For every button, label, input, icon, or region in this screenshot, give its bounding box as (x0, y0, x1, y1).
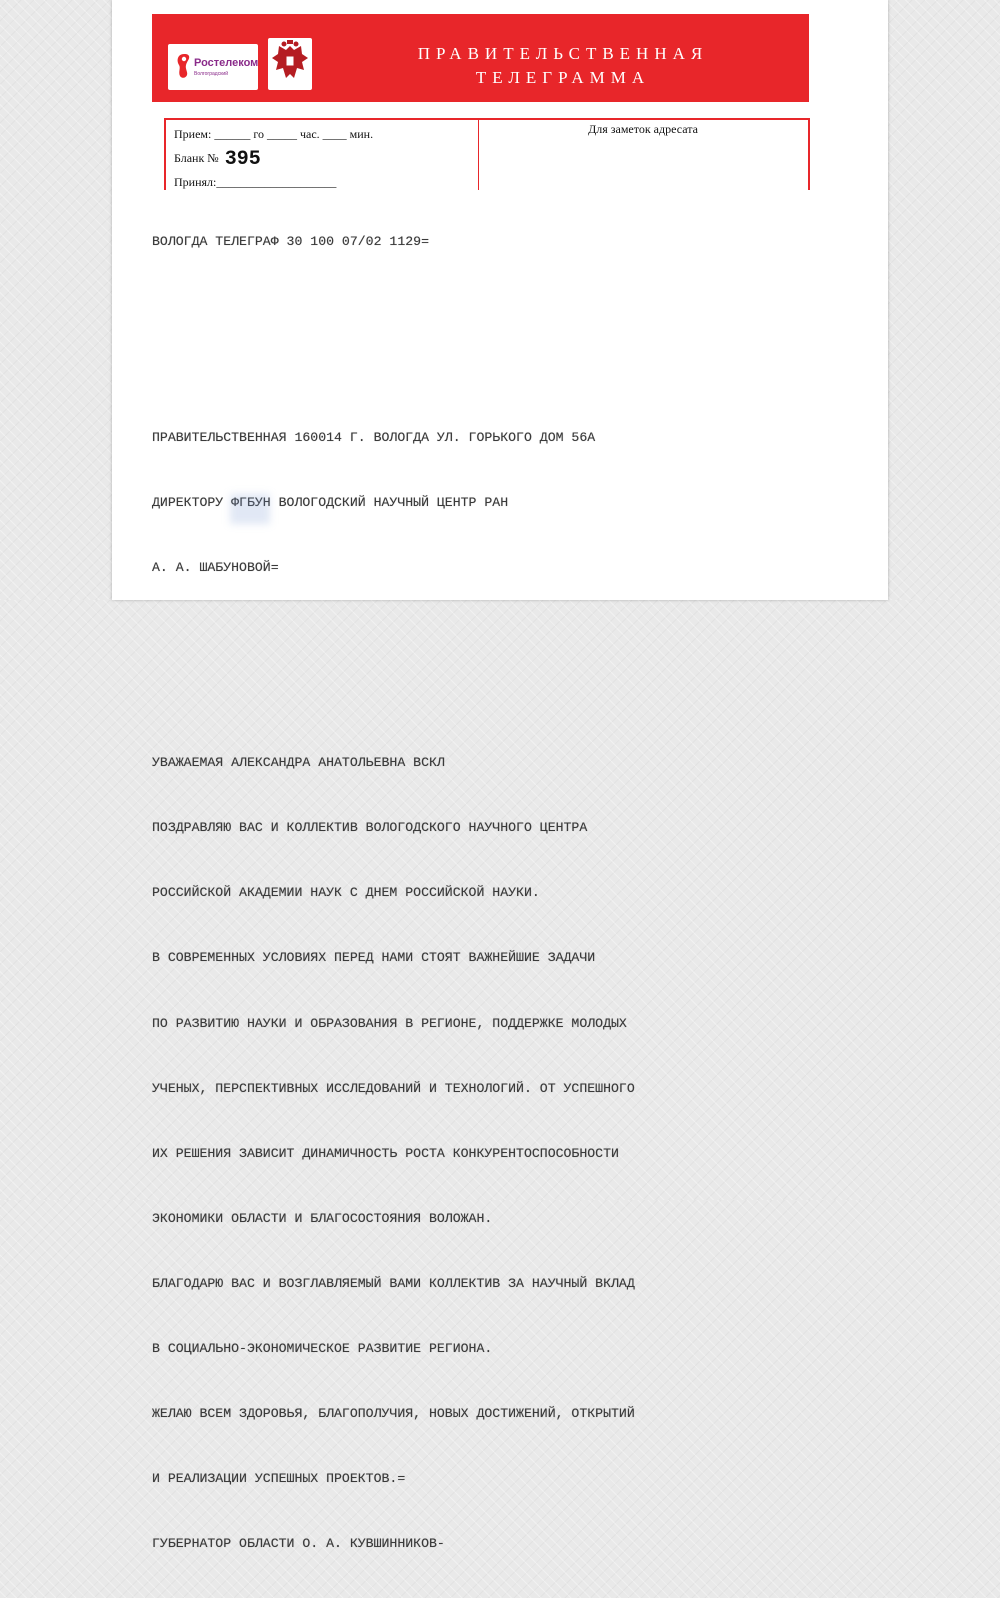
rostelecom-logo-icon (174, 52, 194, 80)
message-line: УЧЕНЫХ, ПЕРСПЕКТИВНЫХ ИССЛЕДОВАНИЙ И ТЕХНОЛОГИЙ. ОТ УСПЕШНОГО (152, 1080, 635, 1096)
notes-label: Для заметок адресата (588, 122, 698, 136)
telegram-body (152, 188, 872, 1598)
telegram-header (152, 14, 809, 102)
ink-stain (230, 494, 270, 524)
hours-label: час. (299, 127, 320, 141)
blank-label: Бланк № (174, 151, 219, 165)
received-suffix: го (253, 127, 264, 141)
received-row (174, 124, 373, 148)
state-emblem-icon (268, 38, 312, 90)
received-hour-blank: _____ (266, 127, 297, 141)
message-line: ИХ РЕШЕНИЯ ЗАВИСИТ ДИНАМИЧНОСТЬ РОСТА КОНКУРЕНТОСПОСОБНОСТИ (152, 1145, 619, 1161)
receipt-box (164, 118, 810, 190)
telegram-title (328, 42, 798, 90)
telegram-sheet (112, 0, 888, 1552)
address-line: А. А. ШАБУНОВОЙ= (152, 559, 279, 575)
message-line: РОССИЙСКОЙ АКАДЕМИИ НАУК С ДНЕМ РОССИЙСКОЙ НАУКИ. (152, 885, 540, 901)
address-line: ПРАВИТЕЛЬСТВЕННАЯ 160014 Г. ВОЛОГДА УЛ. ГОРЬКОГО ДОМ 56А (152, 429, 596, 445)
message-line: УВАЖАЕМАЯ АЛЕКСАНДРА АНАТОЛЬЕВНА ВСКЛ (152, 755, 445, 771)
accepted-blank: ____________________ (216, 175, 337, 189)
receipt-fields (174, 124, 373, 196)
accepted-label: Принял: (174, 175, 217, 189)
rostelecom-logo (168, 44, 258, 90)
message-line: ЖЕЛАЮ ВСЕМ ЗДОРОВЬЯ, БЛАГОПОЛУЧИЯ, НОВЫХ ДОСТИЖЕНИЙ, ОТКРЫТИЙ (152, 1406, 635, 1422)
title-line-1: ПРАВИТЕЛЬСТВЕННАЯ (417, 44, 709, 63)
message-line: БЛАГОДАРЮ ВАС И ВОЗГЛАВЛЯЕМЫЙ ВАМИ КОЛЛЕКТИВ ЗА НАУЧНЫЙ ВКЛАД (152, 1275, 635, 1291)
service-line: ВОЛОГДА ТЕЛЕГРАФ 30 100 07/02 1129= (152, 234, 429, 250)
received-min-blank: ____ (322, 127, 347, 141)
logo-name: Ростелеком (194, 57, 259, 69)
blank-row (174, 148, 373, 172)
minutes-label: мин. (349, 127, 374, 141)
message-line: ЭКОНОМИКИ ОБЛАСТИ И БЛАГОСОСТОЯНИЯ ВОЛОЖАН. (152, 1210, 493, 1226)
blank-number: 395 (224, 148, 261, 171)
message-line: В СОЦИАЛЬНО-ЭКОНОМИЧЕСКОЕ РАЗВИТИЕ РЕГИОНА. (152, 1341, 493, 1356)
message-line: В СОВРЕМЕННЫХ УСЛОВИЯХ ПЕРЕД НАМИ СТОЯТ ВАЖНЕЙШИЕ ЗАДАЧИ (152, 950, 596, 966)
message-line: ПО РАЗВИТИЮ НАУКИ И ОБРАЗОВАНИЯ В РЕГИОНЕ, ПОДДЕРЖКЕ МОЛОДЫХ (152, 1015, 627, 1031)
logo-subtitle: Волгоградский (194, 71, 228, 77)
address-line: ДИРЕКТОРУ ФГБУН ВОЛОГОДСКИЙ НАУЧНЫЙ ЦЕНТР РАН (152, 494, 509, 510)
message-line: ПОЗДРАВЛЯЮ ВАС И КОЛЛЕКТИВ ВОЛОГОДСКОГО НАУЧНОГО ЦЕНТРА (152, 820, 588, 836)
title-line-2: ТЕЛЕГРАММА (475, 68, 651, 87)
signature-line: ГУБЕРНАТОР ОБЛАСТИ О. А. КУВШИННИКОВ- (152, 1536, 445, 1552)
message-line: И РЕАЛИЗАЦИИ УСПЕШНЫХ ПРОЕКТОВ.= (152, 1471, 406, 1487)
received-label: Прием: (174, 127, 212, 141)
received-day-blank: ______ (214, 127, 251, 141)
